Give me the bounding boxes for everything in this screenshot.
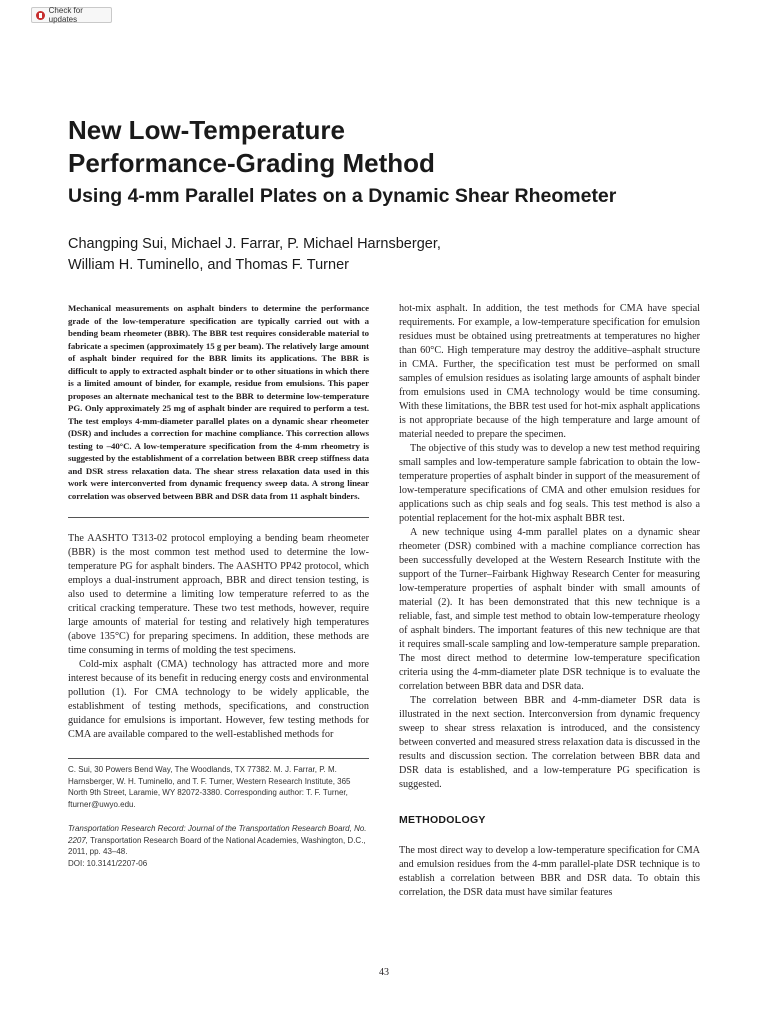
- body-paragraph-1: hot-mix asphalt. In addition, the test methods for CMA have special requirements. For example, a low-temperature specification for emulsion residues must be obtained using pretreatments at temperatures no higher than 60°C. High temperature may destroy the additive–asphalt structure in CMA. Further, the specification test must be performed on small samples of emulsion residues as isolating large amounts of asphalt binder from emulsions used in CMA technology would be time consuming. With these limitations, the BBR test used for hot-mix asphalt applications is not appropriate because of the high temperature and large amount of material needed to prepare the specimen.: [399, 303, 700, 440]
- article-title: [68, 114, 708, 180]
- title-line-2: Performance-Grading Method: [68, 148, 435, 178]
- check-updates-icon: [36, 11, 45, 20]
- footnote-divider: [68, 758, 369, 759]
- citation: [68, 823, 369, 869]
- author-line-2: William H. Tuminello, and Thomas F. Turner: [68, 257, 349, 273]
- section-heading-methodology: METHODOLOGY: [399, 814, 486, 826]
- body-paragraph-2: The objective of this study was to develop a new test method requiring small samples and low-temperature sample fabrication to obtain the low-temperature properties of asphalt binder in support of the measurement of low-temperature specifications of CMA and other emulsion residues for applications such as chip seals and fog seals. This test method is also a potential replacement for the hot-mix asphalt BBR test.: [399, 443, 700, 524]
- methodology-paragraph: The most direct way to develop a low-temperature specification for CMA and emulsion residues from the 4-mm parallel-plate DSR technique is to establish a correlation between BBR and DSR data. To obtain this correlation, the DSR data must have similar features: [399, 845, 700, 898]
- citation-journal: Transportation Research Record: Journal of the Transportation Research Board, No. 2207,: [68, 824, 367, 845]
- citation-doi: DOI: 10.3141/2207-06: [68, 858, 148, 868]
- author-line-1: Changping Sui, Michael J. Farrar, P. Michael Harnsberger,: [68, 236, 441, 252]
- abstract: Mechanical measurements on asphalt binders to determine the performance grade of the low-temperature specification are typically carried out with a bending beam rheometer (BBR). The BBR test requires considerable material to fabricate a specimen (approximately 15 g per beam). The relatively large amount of asphalt binder required for the BBR limits its applications. The BBR is difficult to apply to extracted asphalt binder or to other situations in which there is a limited amount of binder, for example, residue from emulsions. This paper proposes an alternate mechanical test to the BBR to determine low-temperature PG. Only approximately 25 mg of asphalt binder are required to perform a test. The test employs 4-mm-diameter parallel plates on a dynamic shear rheometer (DSR) and includes a correction for machine compliance. This correction allows testing to –40°C. A low-temperature specification from the 4-mm rheometry is suggested by the establishment of a correlation between BBR creep stiffness data and DSR stress relaxation data. The shear stress relaxation data used in this work were interconverted from dynamic frequency sweep data. A strong linear correlation was observed between BBR and DSR data from 11 asphalt binders.: [68, 303, 369, 501]
- body-paragraph-4: The correlation between BBR and 4-mm-diameter DSR data is illustrated in the next section. Interconversion from dynamic frequency sweep to shear stress relaxation is introduced, and the consistency between converted and measured stress relaxation data is discussed in the results and discussion section. The correlation between BBR data and DSR data is established, and a low-temperature PG specification is suggested.: [399, 695, 700, 790]
- article-subtitle: Using 4-mm Parallel Plates on a Dynamic Shear Rheometer: [68, 185, 617, 207]
- intro-paragraph-2: Cold-mix asphalt (CMA) technology has attracted more and more interest because of its benefit in reducing energy costs and environmental pollution (1). For CMA technology to be widely applicable, the establishment of testing methods, specifications, and construction guidance for emulsions is important. However, few testing methods for CMA are available compared to the well-established methods for: [68, 659, 369, 740]
- body-paragraph-3: A new technique using 4-mm parallel plates on a dynamic shear rheometer (DSR) combined with a machine compliance correction has been successfully developed at the Western Research Institute with the support of the Turner–Fairbank Highway Research Center for measuring low-temperature properties of asphalt binder with small amounts of material (2). It has been demonstrated that this new technique is a reliable, fast, and simple test method to obtain low-temperature rheology of asphalt binders. The important features of this new technique are that it requires small-scale sampling and low-temperature sample preparation. The most direct method to determine low-temperature specification criteria using the 4-mm-diameter plate DSR technique is to evaluate the correlation between BBR data and DSR data.: [399, 527, 700, 692]
- check-for-updates-label: Check for updates: [48, 6, 83, 24]
- citation-publisher: Transportation Research Board of the National Academies, Washington, D.C., 2011, pp. 43–48.: [68, 835, 366, 856]
- right-column: [399, 302, 700, 900]
- check-for-updates-button[interactable]: [31, 7, 112, 23]
- author-list: [68, 234, 441, 276]
- abstract-divider: [68, 517, 369, 518]
- author-affiliations: C. Sui, 30 Powers Bend Way, The Woodlands, TX 77382. M. J. Farrar, P. M. Harnsberger, W. H. Tuminello, and T. F. Turner, Western Research Institute, 365 North 9th Street, Laramie, WY 82072-3380. Corresponding author: T. F. Turner, fturner@uwyo.edu.: [68, 765, 351, 809]
- intro-paragraph-1: The AASHTO T313-02 protocol employing a bending beam rheometer (BBR) is the most common test method used to determine the low-temperature PG for asphalt binders. The AASHTO PP42 protocol, which employs a dual-instrument approach, BBR and direct tension testing, is also used to determine a limiting low temperature referred to as the critical cracking temperature. These two test methods, however, require large amounts of material for testing and relatively high temperatures (above 135°C) for preparing specimens. In addition, these methods are time consuming in terms of molding the test specimens.: [68, 533, 369, 656]
- left-column: [68, 302, 369, 869]
- page-number: 43: [379, 967, 389, 978]
- title-line-1: New Low-Temperature: [68, 115, 345, 145]
